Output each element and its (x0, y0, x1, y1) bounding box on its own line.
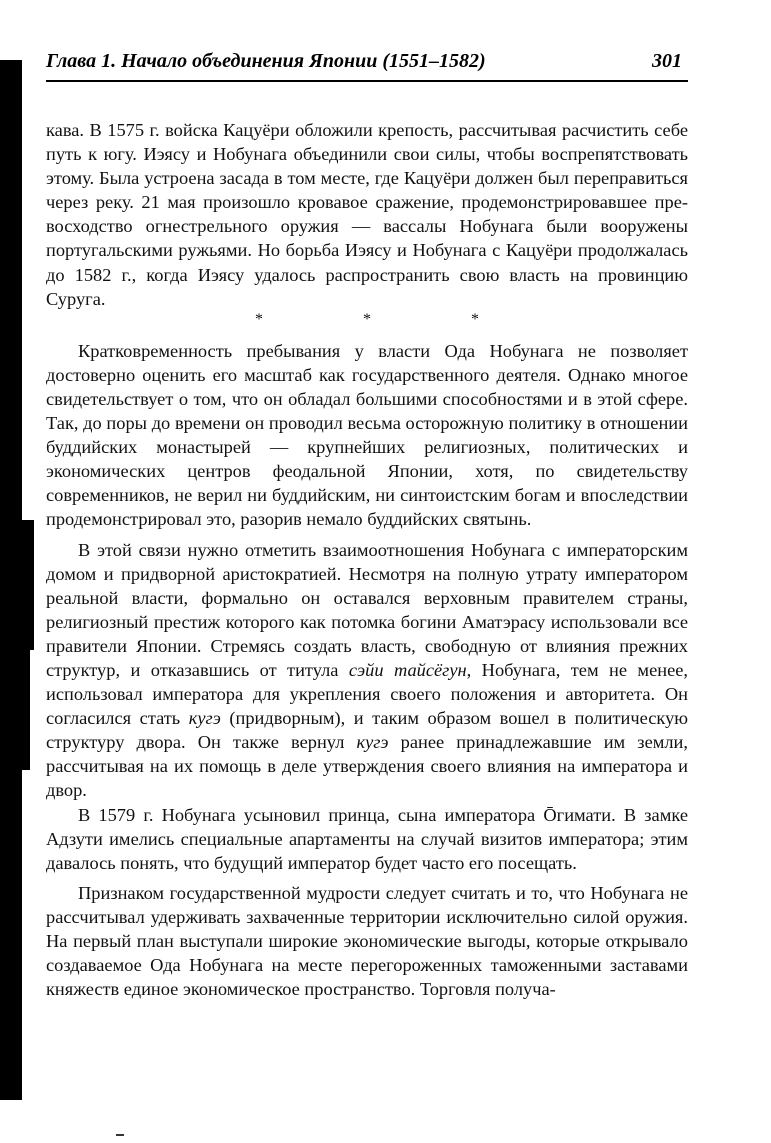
paragraph: В 1579 г. Нобунага усыновил принца, сына императора Ōгимати. В замке Адзути имелись специальные апартаменты на случай визитов императора; этим давалось понять, что будущий император будет часто его посещать. (46, 804, 688, 873)
text-run: ранее принадлежавшие им земли, рассчитывая на их помощь в деле утверждения своего влияния на императора и двор. (46, 732, 688, 801)
text-run: , Нобунага, тем не менее, использовал императора для укрепления своего положения и авторитета. Он согласился стать (46, 659, 688, 729)
running-header (46, 44, 688, 82)
chapter-title: Глава 1. Начало объединения Японии (1551–1582) (46, 50, 486, 72)
italic-term: кугэ (188, 708, 221, 729)
page-number: 301 (652, 50, 682, 72)
paragraph: Признаком государственной мудрости следует считать и то, что Нобунага не рассчитывал удерживать захваченные территории исключительно силой оружия. На первый план выступали широкие экономические выгоды, которые открывало создаваемое Ода Нобунага на месте перегороженных таможенными заставами княжеств единое экономическое пространство. Торговля получа- (46, 882, 688, 1000)
print-mark (116, 1134, 124, 1136)
paragraph (46, 538, 688, 803)
scan-shadow-edge (16, 650, 30, 770)
scan-shadow-edge (18, 520, 34, 650)
text-run: (придворным), и таким образом вошел в политическую структуру двора. Он также вернул (46, 708, 688, 753)
paragraph: кава. В 1575 г. войска Кацуёри обложили крепость, рассчитывая расчистить себе путь к югу. Иэясу и Нобунага объединили свои силы, чтобы воспрепятствовать этому. Была устроена засада в том месте, где Кацуёри должен был переправиться через реку. 21 мая произошло кровавое сражение, продемонстрировавшее превосходство огнестрельного оружия — вассалы Нобунага были вооружены португальскими ружьями. Но борьба Иэясу и Нобунага с Кацуёри продолжалась до 1582 г., когда Иэясу удалось распространить свою власть на провинцию Суруга. (46, 120, 688, 309)
italic-term: кугэ (356, 732, 389, 753)
section-separator: * * * (255, 310, 527, 328)
italic-term: сэйи тайсёгун (348, 659, 467, 680)
body-text (46, 118, 688, 1001)
text-run: В этой связи нужно отметить взаимоотношения Нобунага с императорским домом и придворной аристократией. Несмотря на полную утрату императором реальной власти, формально он оставался верховным правителем страны, религиозный престиж которого как потомка богини Аматэрасу использовали все правители Японии. Стремясь создать власть, свободную от влияния прежних структур, и отказавшись от титула (46, 539, 688, 680)
paragraph: Кратковременность пребывания у власти Ода Нобунага не позволяет достоверно оценить его масштаб как государственного деятеля. Однако многое свидетельствует о том, что он обладал большими способностями и в этой сфере. Так, до поры до времени он проводил весьма осторожную политику в отношении буддийских монастырей — крупнейших религиозных, политических и экономических центров феодальной Японии, хотя, по свидетельству современников, не верил ни буддийским, ни синтоистским богам и впоследствии продемонстрировал это, разорив немало буддийских святынь. (46, 340, 688, 530)
